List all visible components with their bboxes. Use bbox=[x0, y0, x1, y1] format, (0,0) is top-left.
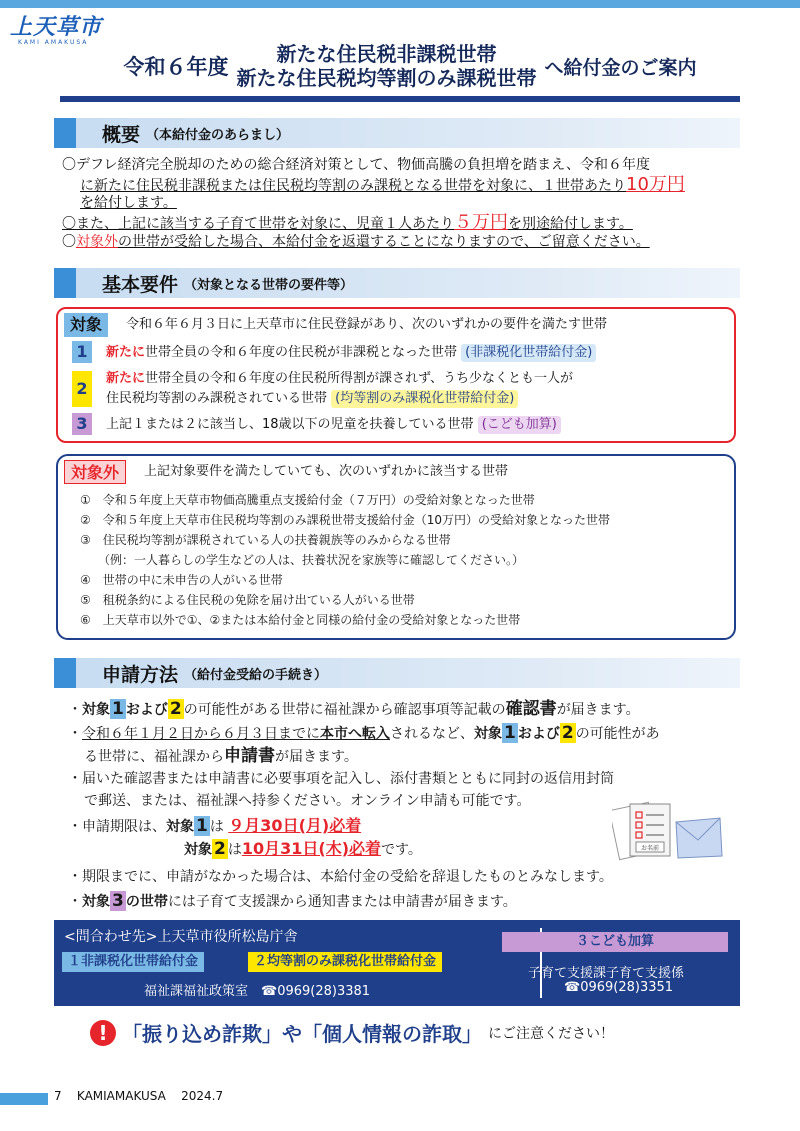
section-marker bbox=[54, 118, 76, 148]
apply-line: ・届いた確認書または申請書に必要事項を記入し、添付書類とともに同封の返信用封筒 bbox=[68, 771, 614, 787]
contact-childcare-tel: ☎0969(28)3351 bbox=[564, 980, 674, 995]
contact-chip-3: ３こども加算 bbox=[502, 932, 728, 952]
contact-childcare: 子育て支援課子育て支援係 bbox=[528, 966, 685, 981]
section-subheading: （給付金受給の手続き） bbox=[184, 667, 328, 683]
apply-line: ・対象 3 の世帯には子育て支援課から通知書または申請書が届きます。 bbox=[68, 891, 517, 911]
section-application-header bbox=[54, 658, 740, 688]
apply-line: ・令和６年１月２日から６月３日までに本市へ転入されるなど、対象 1 および 2 の可能性があ bbox=[68, 723, 660, 743]
magazine-name: KAMIAMAKUSA bbox=[76, 1089, 166, 1103]
overview-line: を給付します。 bbox=[80, 195, 177, 211]
excluded-item: ⑥ 上天草市以外で①、②または本給付金と同様の給付金の受給対象となった世帯 bbox=[80, 613, 521, 627]
target-tag: 対象 bbox=[64, 313, 108, 337]
target-intro: 令和６年６月３日に上天草市に住民登録があり、次のいずれかの要件を満たす世帯 bbox=[126, 317, 608, 332]
apply-line: る世帯に、福祉課から申請書が届きます。 bbox=[84, 746, 358, 766]
excluded-item: （例：一人暮らしの学生などの人は、扶養状況を家族等に確認してください。） bbox=[80, 553, 525, 567]
badge-3: 3 bbox=[72, 413, 92, 435]
warning-sub: にご注意ください！ bbox=[488, 1025, 614, 1042]
apply-line: で郵送、または、福祉課へ持参ください。オンライン申請も可能です。 bbox=[84, 793, 531, 809]
excluded-intro: 上記対象要件を満たしていても、次のいずれかに該当する世帯 bbox=[144, 464, 509, 479]
section-heading: 申請方法 bbox=[102, 663, 179, 686]
section-subheading: （対象となる世帯の要件等） bbox=[184, 277, 354, 293]
exclamation-icon: ! bbox=[90, 1020, 116, 1046]
target-row-2b: 住民税均等割のみ課税されている世帯 (均等割のみ課税化世帯給付金) bbox=[106, 389, 518, 408]
section-marker bbox=[54, 658, 76, 688]
overview-line: に新たに住民税非課税または住民税均等割のみ課税となる世帯を対象に、１世帯あたり10万円 bbox=[80, 174, 685, 195]
overview-line: 〇また、上記に該当する子育て世帯を対象に、児童１人あたり５万円を別途給付します。 bbox=[62, 212, 633, 233]
badge-1: 1 bbox=[72, 341, 92, 363]
warning-main: 「振り込め詐欺」や「個人情報の詐取」 bbox=[122, 1022, 482, 1046]
section-overview-header bbox=[54, 118, 740, 148]
apply-deadline-2: 対象 2 は10月31日(木)必着です。 bbox=[184, 839, 422, 859]
overview-line: 〇デフレ経済完全脱却のための総合経済対策として、物価高騰の負担増を踏まえ、令和６年度 bbox=[62, 157, 650, 173]
contact-heading: <問合わせ先>上天草市役所松島庁舎 bbox=[64, 929, 298, 945]
target-row-2: 新たに世帯全員の令和６年度の住民税所得割が課されず、うち少なくとも一人が bbox=[106, 371, 573, 386]
section-heading: 基本要件 bbox=[102, 273, 179, 296]
title-target bbox=[236, 42, 536, 90]
section-subheading: （本給付金のあらまし） bbox=[146, 127, 290, 143]
overview-line: 〇対象外の世帯が受給した場合、本給付金を返還することになりますので、ご留意ください。 bbox=[62, 234, 650, 250]
excluded-tag: 対象外 bbox=[64, 460, 126, 484]
contact-welfare: 福祉課福祉政策室 ☎0969(28)3381 bbox=[144, 984, 371, 999]
badge-2: 2 bbox=[72, 371, 92, 407]
excluded-item: ② 令和５年度上天草市住民税均等割のみ課税世帯支援給付金（10万円）の受給対象となった世帯 bbox=[80, 513, 611, 527]
top-accent-bar bbox=[0, 0, 800, 8]
title-rule bbox=[60, 96, 740, 102]
section-heading: 概要 bbox=[102, 123, 141, 146]
apply-line: ・対象 1 および 2 の可能性がある世帯に福祉課から確認事項等記載の確認書が届きます。 bbox=[68, 699, 640, 719]
contact-panel bbox=[54, 920, 740, 1006]
title-line2: 新たな住民税均等割のみ課税世帯 bbox=[236, 66, 537, 90]
logo-wordmark: 上天草市 bbox=[10, 15, 103, 40]
footer bbox=[54, 1089, 223, 1103]
logo-romaji: KAMI AMAKUSA bbox=[18, 39, 89, 46]
title-year: 令和６年度 bbox=[123, 55, 229, 79]
section-marker bbox=[54, 268, 76, 298]
section-requirements-header bbox=[54, 268, 740, 298]
illustration-label: お名前 bbox=[641, 845, 660, 852]
apply-line: ・期限までに、申請がなかった場合は、本給付金の受給を辞退したものとみなします。 bbox=[68, 869, 613, 885]
page-number: 7 bbox=[54, 1089, 62, 1103]
apply-deadline-1: ・申請期限は、対象 1 は ９月30日(月)必着 bbox=[68, 816, 362, 836]
excluded-item: ③ 住民税均等割が課税されている人の扶養親族等のみからなる世帯 bbox=[80, 533, 451, 547]
excluded-item: ⑤ 租税条約による住民税の免除を届け出ている人がいる世帯 bbox=[80, 593, 415, 607]
issue-date: 2024.7 bbox=[181, 1089, 224, 1103]
contact-chip-2: ２均等割のみ課税化世帯給付金 bbox=[248, 952, 442, 972]
contact-chip-1: １非課税化世帯給付金 bbox=[62, 952, 204, 972]
excluded-item: ④ 世帯の中に未申告の人がいる世帯 bbox=[80, 573, 283, 587]
excluded-item: ① 令和５年度上天草市物価高騰重点支援給付金（７万円）の受給対象となった世帯 bbox=[80, 493, 535, 507]
target-row-3: 上記１または２に該当し、18歳以下の児童を扶養している世帯 (こども加算) bbox=[106, 415, 561, 434]
page-title bbox=[60, 40, 760, 92]
title-suffix: へ給付金のご案内 bbox=[544, 56, 697, 79]
fraud-warning bbox=[90, 1018, 614, 1047]
target-box bbox=[56, 307, 736, 443]
documents-illustration bbox=[612, 800, 724, 862]
target-row-1: 新たに世帯全員の令和６年度の住民税が非課税となった世帯 (非課税化世帯給付金) bbox=[106, 343, 596, 362]
title-line1: 新たな住民税非課税世帯 bbox=[276, 42, 497, 66]
footer-accent bbox=[0, 1093, 48, 1105]
